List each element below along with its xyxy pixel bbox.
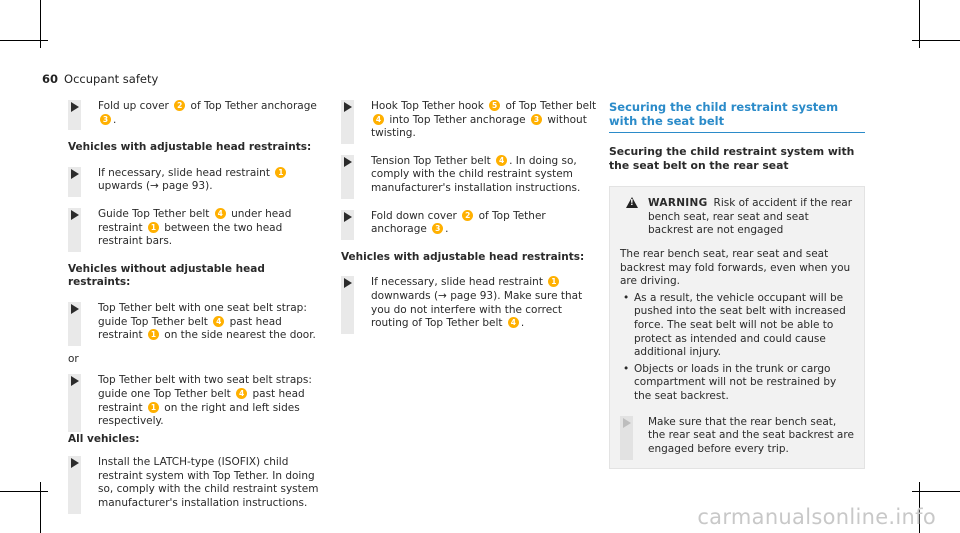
action-arrow-icon <box>71 304 79 314</box>
callout-number: 5 <box>489 100 500 111</box>
callout-number: 4 <box>508 317 519 328</box>
action-arrow-icon <box>71 169 79 179</box>
callout-number: 1 <box>148 402 159 413</box>
column-2 <box>341 100 599 345</box>
page-reference-link[interactable]: upwards (→ page 93). <box>98 180 213 193</box>
crop-mark <box>912 40 960 41</box>
action-arrow-icon <box>344 102 352 112</box>
warning-triangle-icon <box>626 197 638 208</box>
warning-bullet: • Objects or loads in the trunk or cargo compartment will not be restrained by the seat backrest. <box>620 363 854 404</box>
callout-number: 1 <box>275 167 286 178</box>
warning-box <box>609 186 865 469</box>
section-title: Occupant safety <box>64 72 159 86</box>
heading-adjustable: Vehicles with adjustable head restraints: <box>68 141 312 154</box>
page-number: 60 <box>42 72 59 86</box>
heading-without-adjustable: Vehicles without adjustable head restraints: <box>68 262 265 289</box>
callout-number: 1 <box>148 329 159 340</box>
step-guide-belt: Guide Top Tether belt 4 under head restraint 1 between the two head restraint bars. <box>68 208 326 249</box>
callout-number: 3 <box>432 223 443 234</box>
callout-number: 2 <box>174 100 185 111</box>
action-arrow-icon <box>71 458 79 468</box>
step-fold-up-cover: Fold up cover 2 of Top Tether anchorage 3 . <box>68 100 326 127</box>
action-arrow-icon <box>71 210 79 220</box>
crop-mark <box>912 491 960 492</box>
callout-number: 1 <box>548 276 559 287</box>
subheading: Securing the child restraint system with the seat belt on the rear seat <box>609 145 855 172</box>
step-slide-head-restraint-up: If necessary, slide head restraint 1 upwards (→ page 93). <box>68 167 326 194</box>
callout-number: 3 <box>100 114 111 125</box>
column-3 <box>609 100 865 469</box>
warning-step: Make sure that the rear bench seat, the rear seat and the seat backrest are engaged before every trip. <box>620 416 854 457</box>
callout-number: 4 <box>496 155 507 166</box>
step-two-straps: Top Tether belt with two seat belt straps: guide one Top Tether belt 4 past head restraint 1 on the right and left sides respectively. <box>68 374 326 428</box>
action-arrow-icon <box>344 157 352 167</box>
callout-number: 4 <box>373 114 384 125</box>
step-tension-belt: Tension Top Tether belt 4 . In doing so, comply with the child restraint system manufacturer's installation instructions. <box>341 155 599 196</box>
step-hook-tether: Hook Top Tether hook 5 of Top Tether belt 4 into Top Tether anchorage 3 without twisting. <box>341 100 599 141</box>
callout-number: 2 <box>462 210 473 221</box>
action-arrow-icon <box>344 278 352 288</box>
warning-header <box>620 197 854 238</box>
watermark: carmanualsonline.info <box>697 505 936 529</box>
callout-number: 1 <box>148 222 159 233</box>
warning-body: The rear bench seat, rear seat and seat backrest may fold forwards, even when you are driving. <box>620 247 851 288</box>
step-install-latch: Install the LATCH-type (ISOFIX) child restraint system with Top Tether. In doing so, comply with the child restraint system manufacturer's installation instructions. <box>68 456 326 510</box>
warning-label: WARNING <box>648 197 708 210</box>
crop-mark <box>0 40 48 41</box>
action-arrow-icon <box>623 418 631 428</box>
crop-mark <box>0 491 48 492</box>
action-arrow-icon <box>71 102 79 112</box>
crop-mark <box>40 482 41 533</box>
page-header <box>42 72 158 86</box>
warning-title: Risk of accident if the rear bench seat, rear seat and seat backrest are not engaged <box>648 197 853 237</box>
heading-all-vehicles: All vehicles: <box>68 432 140 445</box>
or-text: or <box>68 352 79 365</box>
warning-bullet: • As a result, the vehicle occupant will be pushed into the seat belt with increased force. The seat belt will not be able to protect as intended and could cause additional injury. <box>620 292 854 360</box>
heading-adjustable: Vehicles with adjustable head restraints: <box>341 250 585 263</box>
column-1 <box>68 100 326 525</box>
callout-number: 4 <box>215 208 226 219</box>
callout-number: 4 <box>213 316 224 327</box>
step-one-strap: Top Tether belt with one seat belt strap: guide Top Tether belt 4 past head restraint 1 on the side nearest the door. <box>68 302 326 343</box>
step-fold-down-cover: Fold down cover 2 of Top Tether anchorage 3 . <box>341 210 599 237</box>
action-arrow-icon <box>71 376 79 386</box>
callout-number: 4 <box>236 388 247 399</box>
step-slide-head-restraint-down: If necessary, slide head restraint 1 downwards (→ page 93). Make sure that you do not interfere with the correct routing of Top Tether belt 4 . <box>341 276 599 330</box>
action-arrow-icon <box>344 212 352 222</box>
section-heading: Securing the child restraint system with the seat belt <box>609 100 865 133</box>
callout-number: 3 <box>531 114 542 125</box>
